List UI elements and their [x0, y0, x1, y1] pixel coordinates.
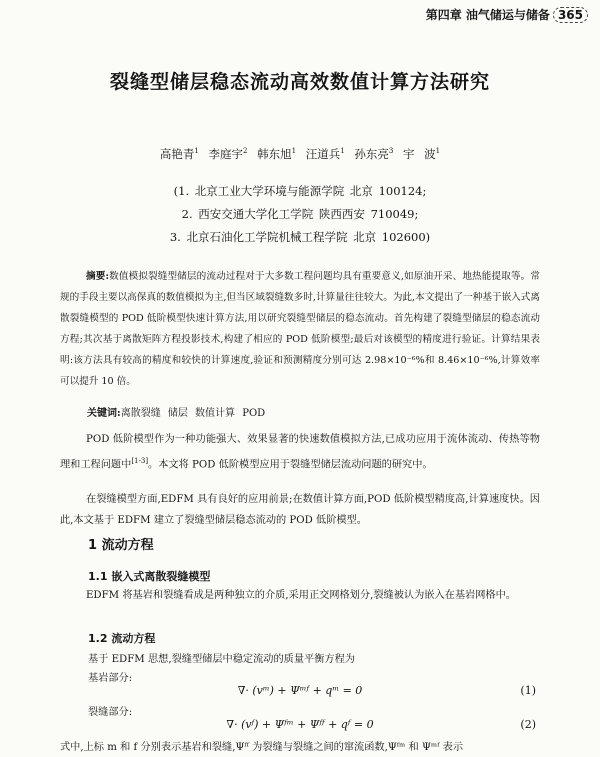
- author-list: 高艳青$^1$ 李庭宇$^2$ 韩东旭$^1$ 汪道兵$^1$ 孙东亮$^3$ 宇 波$^1$: [159, 147, 441, 161]
- running-header: [426, 6, 588, 23]
- affiliation-1: (1. 北京工业大学环境与能源学院 北京 100124;: [173, 184, 427, 198]
- edfm-paragraph: EDFM 将基岩和裂缝看成是两种独立的介质,采用正交网格划分,裂缝被认为嵌入在基岩网格中。: [86, 590, 516, 601]
- equation-1: ∇· (vᵐ) + Ψᵐᶠ + qᵐ = 0: [237, 684, 363, 697]
- citation: [1-3]: [131, 456, 149, 465]
- abstract: [60, 266, 540, 392]
- section-heading: 1 流动方程: [88, 538, 154, 553]
- equation-number: (1): [520, 684, 536, 697]
- affiliation-2: 2. 西安交通大学化工学院 陕西西安 710049;: [181, 207, 419, 221]
- author: 孙东亮: [354, 147, 389, 161]
- abstract-text: 数值模拟裂缝型储层的流动过程对于大多数工程问题均具有重要意义,如原油开采、地热能提取等。常规的手段主要以高保真的数值模拟为主,但当区域裂缝数多时,计算量往往较大。为此,本文提出了一种基于嵌入式离散裂缝模型的 POD 低阶模型快速计算方法,用以研究裂缝型储层的稳态流动。首先构建了裂缝型储层的稳态流动方程;其次基于离散矩阵方程投影技术,构建了相应的 POD 低阶模型;最后对该模型的精度进行验证。计算结果表明:该方法具有较高的精度和较快的计算速度,验证和预测精度分别可达 2.98×10⁻⁶%和 8.46×10⁻⁶%,计算效率可以提升 10 倍。: [60, 271, 540, 387]
- balance-intro: 基于 EDFM 思想,裂缝型储层中稳定流动的质量平衡方程为: [88, 654, 355, 665]
- intro-paragraph-2: 在裂缝模型方面,EDFM 具有良好的应用前景;在数值计算方面,POD 低阶模型精度高,计算速度快。因此,本文基于 EDFM 建立了裂缝型储层稳态流动的 POD 低阶模型。: [60, 494, 540, 526]
- equation-number: (2): [520, 718, 536, 731]
- page-number: 365: [553, 7, 588, 23]
- keywords: [87, 404, 265, 419]
- author: 韩东旭: [257, 147, 292, 161]
- author: 高艳青: [159, 147, 195, 161]
- fracture-label: 裂缝部分:: [88, 707, 133, 718]
- keywords-text: 离散裂缝 储层 数值计算 POD: [120, 408, 266, 419]
- subsection-heading: 1.2 流动方程: [88, 632, 156, 645]
- subsection-heading: 1.1 嵌入式离散裂缝模型: [88, 570, 211, 583]
- equation-2: ∇· (vᶠ) + Ψᶠᵐ + Ψᶠᶠ + qᶠ = 0: [226, 718, 374, 731]
- paper-title: 裂缝型储层稳态流动高效数值计算方法研究: [109, 71, 490, 93]
- keywords-label: 关键词:: [87, 408, 121, 419]
- author: 汪道兵: [305, 147, 341, 161]
- author: 李庭宇: [208, 147, 243, 161]
- author: 宇 波: [403, 147, 436, 161]
- intro-paragraph-1: POD 低阶模型作为一种功能强大、效果显著的快速数值模拟方法,已成功应用于流体流动、传热等物理和工程问题中[1-3]。本文将 POD 低阶模型应用于裂缝型储层流动问题的研究中。: [60, 434, 540, 470]
- abstract-label: 摘要:: [86, 271, 109, 282]
- trailing-text: 式中,上标 m 和 f 分别表示基岩和裂缝,Ψᶠᶠ 为裂缝与裂缝之间的窜流函数,Ψᶠᵐ 和 Ψᵐᶠ 表示: [60, 742, 464, 753]
- matrix-label: 基岩部分:: [88, 673, 133, 684]
- affiliation-3: 3. 北京石油化工学院机械工程学院 北京 102600): [169, 230, 431, 244]
- chapter-title: 第四章 油气储运与储备: [425, 8, 550, 22]
